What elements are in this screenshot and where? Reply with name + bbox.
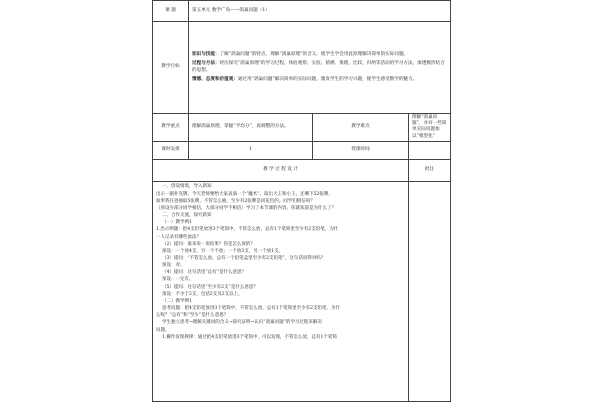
process-body [153, 181, 409, 401]
process-line: 1.出示例题：把4支铅笔放进3个笔筒中，不管怎么放，总有1个笔筒里至少有2支铅笔，为什 [156, 227, 339, 233]
process-line: （一）教学例1 [162, 220, 192, 226]
process-line: （4）提问：这句话里“总有”是什么意思？ [162, 270, 246, 276]
process-line: 出示一副扑克牌，今天老师要给大家表演一个“魔术”。取出大王和小王，还剩下52张牌， [156, 191, 333, 197]
lesson-title: 第五单元 数学广角——鸽巢问题（1） [189, 1, 451, 22]
process-line: 1.操作发现规律：通过把4支铅笔放进3个笔筒中，可以发现，不管怎么放，总有1个笔筒 [162, 334, 337, 340]
goals-row [153, 22, 451, 114]
difficulty-text: 理解“鸽巢问题”，并对一些简单实际问题加以“模型化” [409, 114, 451, 142]
title-label: 课 题 [153, 1, 189, 22]
process-line: 预设：不少于2支，包括2支及2支以上。 [162, 291, 243, 297]
process-body-row [153, 181, 451, 401]
process-line: （5）提问：这句话里“至少有2支”是什么意思？ [162, 284, 258, 290]
process-line: 一、创设情境，导入新知 [162, 184, 212, 190]
focus-label: 教学重点 [153, 114, 189, 142]
process-line: 预设：对。 [162, 263, 185, 269]
notes-label: 批注 [409, 159, 451, 181]
process-line: 如果我任意抽取5张牌，不管怎么抽，至少有2张牌是同花色的。同学们相信吗？ [156, 198, 315, 204]
process-line: （预设少部分同学相信，大部分同学不相信）学习了本节课的内容，你就知道是为什么了？ [156, 205, 336, 211]
date-label: 授课时间 [313, 141, 409, 159]
process-line: （3）提问：“不管怎么放，总有一个铅笔盒里至少有2支铅笔”，这句话说得对吗？ [162, 255, 326, 261]
process-header-row [153, 159, 451, 181]
goal-knowledge-text: 了解“鸽巢问题”的特点，理解“鸽巢原理”的含义，使学生学会用此原理解决简单的实际问题。 [219, 52, 409, 58]
process-line: 预设：一个放4支，另一个不放；一个放3支，另一个放1支。 [162, 248, 284, 254]
goal-process-text: 经历探究“鸽巢原理”的学习过程，体验观察、实验、猜测、推理、比较、归纳等活动的学习方法，渗透数形结合的思想。 [192, 61, 445, 73]
goal-process-head: 过程与方法： [192, 61, 220, 67]
process-line: 问题。 [156, 327, 170, 333]
goal-knowledge [192, 52, 447, 58]
process-line: （2）提问：谁来说一说结果？你是怎么放的？ [162, 241, 255, 247]
goal-emotion [192, 77, 447, 83]
process-lines [156, 183, 405, 340]
goal-process [192, 61, 447, 73]
process-line: 学生独立思考→理解关键词的含义→探究证明→认识“鸽巢问题”的学习过程来解决 [162, 320, 322, 326]
focus-text: 理解鸽巢原理，掌握“平均分”，再调整的方法。 [189, 114, 313, 142]
schedule-row [153, 141, 451, 159]
title-row [153, 1, 451, 22]
goal-emotion-head: 情感、态度和价值观： [192, 76, 238, 82]
process-title: 教 学 过 程 设 计 [153, 159, 409, 181]
process-line: 么呢？“总有”和“至少”是什么意思？ [156, 313, 229, 319]
process-line: 预设：一定有。 [162, 277, 194, 283]
schedule-label: 课时安排 [153, 141, 189, 159]
difficulty-label: 教学难点 [313, 114, 409, 142]
goal-knowledge-head: 知识与技能： [192, 52, 220, 58]
lesson-plan-sheet [152, 0, 450, 400]
goals-label: 教学目标 [153, 22, 189, 114]
process-line: （二）教学例1 [162, 298, 192, 304]
notes-column [409, 181, 451, 401]
goal-emotion-text: 通过用“鸽巢问题”解决简单的实际问题，激发学生的学习兴趣，使学生感受数学的魅力。 [237, 76, 418, 82]
key-row [153, 114, 451, 142]
schedule-value: 1 [189, 141, 313, 159]
goals-content [189, 22, 451, 114]
process-line: 二、合作交流，探究新知 [162, 213, 212, 219]
process-line: 一人记录有哪些放法？ [156, 234, 201, 240]
process-line: 思考问题：把4支铅笔放进3个笔筒中，不管怎么放，总有1个笔筒里至少有2支铅笔，为什 [162, 306, 340, 312]
date-value [409, 141, 451, 159]
lesson-plan-table [152, 0, 451, 402]
